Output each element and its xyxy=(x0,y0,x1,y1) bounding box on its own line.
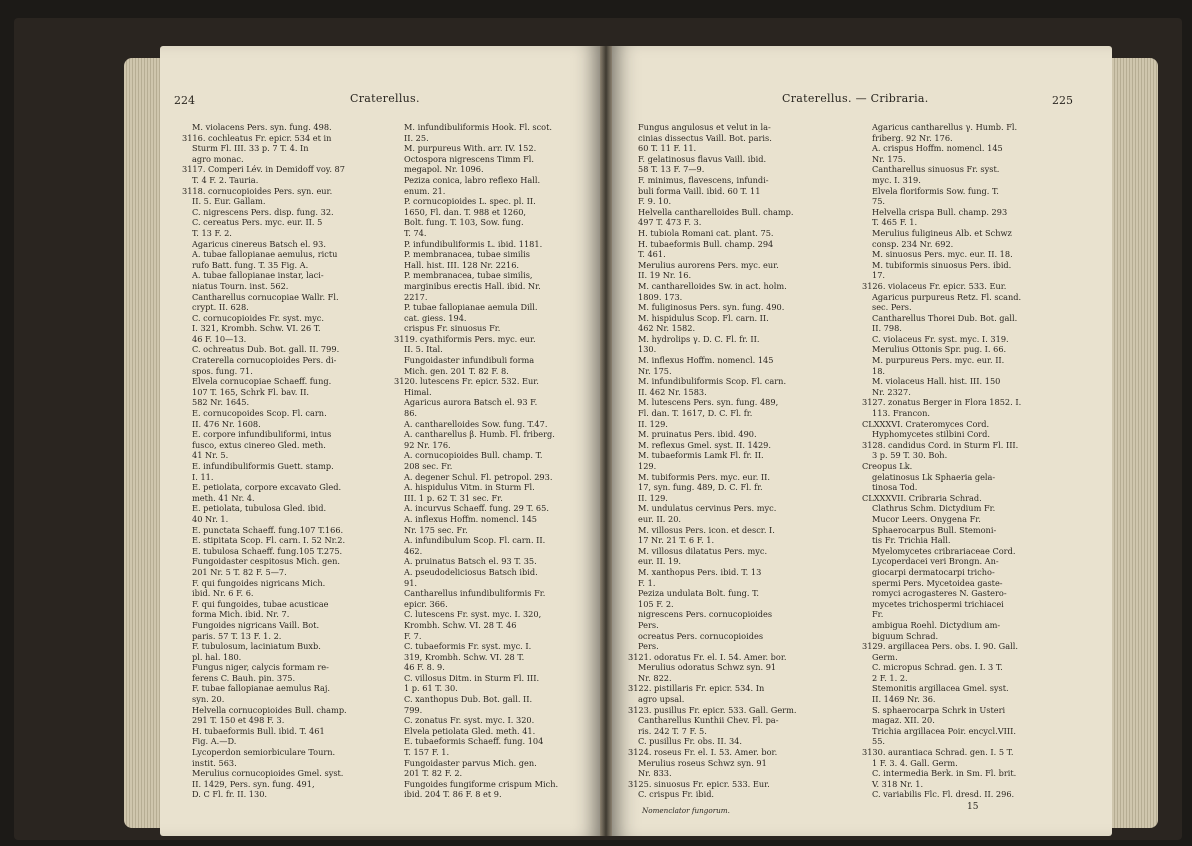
text-line: C. lutescens Fr. syst. myc. I. 320, xyxy=(404,609,542,620)
text-line: 582 Nr. 1645. xyxy=(192,397,250,408)
text-line: II. 129. xyxy=(638,492,668,503)
text-line: ibid. 204 T. 86 F. 8 et 9. xyxy=(404,789,502,800)
text-line: Mich. gen. 201 T. 82 F. 8. xyxy=(404,365,509,376)
text-line: F. 1. xyxy=(638,577,656,588)
text-line: Fungoidaster cespitosus Mich. gen. xyxy=(192,556,341,567)
text-line: 1809. 173. xyxy=(638,291,683,302)
text-line: 799. xyxy=(404,704,423,715)
text-line: 105 F. 2. xyxy=(638,598,674,609)
text-line: Craterella cornucopioides Pers. di- xyxy=(192,355,337,366)
text-line: C. micropus Schrad. gen. I. 3 T. xyxy=(872,662,1003,673)
text-line: E. punctata Schaeff. fung.107 T.166. xyxy=(192,524,344,535)
text-line: 3122. pistillaris Fr. epicr. 534. In xyxy=(628,683,765,694)
text-line: 91. xyxy=(404,577,418,588)
text-line: C. ochreatus Dub. Bot. gall. II. 799. xyxy=(192,344,340,355)
text-line: F. qui fungoides, tubae acusticae xyxy=(192,598,329,609)
text-line: 208 sec. Fr. xyxy=(404,461,453,471)
text-line: Fr. xyxy=(872,609,884,620)
text-line: M. tubiformis Pers. myc. eur. II. xyxy=(638,471,770,482)
text-line: F. qui fungoides nigricans Mich. xyxy=(192,577,326,588)
text-line: mycetes trichospermi trichiacei xyxy=(872,598,1004,609)
text-line: Nr. 175. xyxy=(872,153,906,164)
text-line: 17, syn. fung. 489, D. C. Fl. fr. xyxy=(638,482,763,493)
text-line: E. tubaeformis Schaeff. fung. 104 xyxy=(404,736,544,747)
text-line: Creopus Lk. xyxy=(862,461,913,471)
text-line: C. villosus Ditm. in Sturm Fl. III. xyxy=(404,672,540,683)
text-line: T. 465 F. 1. xyxy=(872,217,918,228)
text-line: Nr. 833. xyxy=(638,768,672,779)
left-page-edges xyxy=(124,58,164,828)
text-line: meth. 41 Nr. 4. xyxy=(192,492,255,503)
text-line: 319, Krombh. Schw. VI. 28 T. xyxy=(404,651,525,662)
text-line: 17. xyxy=(872,270,886,281)
text-line: M. purpureus Pers. myc. eur. II. xyxy=(872,355,1005,366)
text-line: Octospora nigrescens Timm Fl. xyxy=(404,153,535,164)
text-line: 86. xyxy=(404,408,418,419)
text-line: magaz. XII. 20. xyxy=(872,715,935,726)
text-line: T. 74. xyxy=(404,227,427,238)
text-line: C. intermedia Berk. in Sm. Fl. brit. xyxy=(872,768,1017,779)
text-line: D. C Fl. fr. II. 130. xyxy=(192,789,268,800)
text-line: Nr. 175. xyxy=(638,365,672,376)
text-line: ris. 242 T. 7 F. 5. xyxy=(638,725,707,736)
text-column xyxy=(628,122,848,800)
text-line: Cantharellus infundibuliformis Fr. xyxy=(404,588,546,599)
text-line: 462 Nr. 1582. xyxy=(638,323,696,334)
text-line: 40 Nr. 1. xyxy=(192,513,229,524)
text-line: megapol. Nr. 1096. xyxy=(404,164,484,175)
text-line: 3130. aurantiaca Schrad. gen. I. 5 T. xyxy=(862,747,1014,758)
text-line: 3126. violaceus Fr. epicr. 533. Eur. xyxy=(862,280,1007,291)
text-line: Merulius aurorens Pers. myc. eur. xyxy=(638,259,779,270)
book-gutter xyxy=(600,46,612,836)
text-line: marginibus erectis Hall. ibid. Nr. xyxy=(404,280,541,291)
text-line: Merulius roseus Schwz syn. 91 xyxy=(638,757,767,768)
text-line: C. variabilis Flc. Fl. dresd. II. 296. xyxy=(872,789,1015,800)
text-line: Cantharellus Thorei Dub. Bot. gall. xyxy=(872,312,1018,323)
text-line: Fungoidaster infundibuli forma xyxy=(404,355,535,366)
text-line: 58 T. 13 F. 7—9. xyxy=(638,164,705,175)
text-line: giocarpi dermatocarpi tricho- xyxy=(872,566,995,577)
signature-number: 15 xyxy=(967,802,979,812)
text-line: Elvela floriformis Sow. fung. T. xyxy=(872,185,999,196)
text-line: 3116. cochleatus Fr. epicr. 534 et in xyxy=(182,132,332,143)
text-line: C. pusillus Fr. obs. II. 34. xyxy=(638,736,742,747)
text-line: 3121. odoratus Fr. el. I. 54. Amer. bor. xyxy=(628,651,787,662)
text-line: II. 129. xyxy=(638,418,668,429)
text-line: 3119. cyathiformis Pers. myc. eur. xyxy=(394,333,536,344)
text-line: F. tubae fallopianae aemulus Raj. xyxy=(192,683,330,694)
text-line: Fungoides nigricans Vaill. Bot. xyxy=(192,619,320,630)
text-column xyxy=(182,122,382,800)
text-line: enum. 21. xyxy=(404,185,446,196)
text-line: 497 T. 473 F. 3. xyxy=(638,217,702,228)
text-line: Lycoperdacei veri Brongn. An- xyxy=(872,556,999,567)
text-line: 41 Nr. 5. xyxy=(192,450,229,461)
text-line: cat. giess. 194. xyxy=(404,312,467,323)
text-line: ambigua Roehl. Dictydium am- xyxy=(872,619,1001,630)
text-line: Fungus niger, calycis formam re- xyxy=(192,662,329,673)
text-line: 55. xyxy=(872,736,886,747)
text-line: M. villosus dilatatus Pers. myc. xyxy=(638,545,768,556)
text-line: Himal. xyxy=(404,386,432,397)
text-line: ibid. Nr. 6 F. 6. xyxy=(192,588,254,599)
text-line: agro monac. xyxy=(192,153,244,164)
text-line: C. nigrescens Pers. disp. fung. 32. xyxy=(192,206,334,217)
text-line: Trichia argillacea Poir. encycl.VIII. xyxy=(872,725,1016,736)
text-line: M. xanthopus Pers. ibid. T. 13 xyxy=(638,566,762,577)
text-line: C. cereatus Pers. myc. eur. II. 5 xyxy=(192,217,323,228)
text-line: H. tubaeformis Bull. ibid. T. 461 xyxy=(192,725,325,736)
text-line: Merulius fuligineus Alb. et Schwz xyxy=(872,227,1012,238)
text-line: S. sphaerocarpa Schrk in Usteri xyxy=(872,704,1006,715)
text-line: 291 T. 150 et 498 F. 3. xyxy=(192,715,285,726)
text-line: Merulius Ottonis Spr. pug. I. 66. xyxy=(872,344,1007,355)
text-line: myc. I. 319. xyxy=(872,174,921,185)
text-line: Sphaerocarpus Bull. Stemoni- xyxy=(872,524,997,535)
text-line: M. purpureus With. arr. IV. 152. xyxy=(404,143,537,154)
text-line: E. cornucopoides Scop. Fl. carn. xyxy=(192,408,327,419)
text-line: F. 7. xyxy=(404,630,422,641)
text-line: Agaricus cantharellus γ. Humb. Fl. xyxy=(872,122,1018,132)
running-head: Craterellus. — Cribraria. xyxy=(782,92,929,105)
text-line: crispus Fr. sinuosus Fr. xyxy=(404,323,501,334)
text-line: II. 1469 Nr. 36. xyxy=(872,694,936,705)
text-line: M. pruinatus Pers. ibid. 490. xyxy=(638,429,757,440)
text-column xyxy=(862,122,1097,800)
text-line: Germ. xyxy=(872,651,898,662)
text-line: CLXXXVI. Crateromyces Cord. xyxy=(862,418,990,429)
text-line: pl. hal. 180. xyxy=(192,651,242,662)
text-line: 1650, Fl. dan. T. 988 et 1260, xyxy=(404,206,527,217)
text-line: M. infundibuliformis Scop. Fl. carn. xyxy=(638,376,787,387)
text-line: 201 Nr. 5 T. 82 F. 5—7. xyxy=(192,566,287,577)
text-line: A. hispidulus Vitm. in Sturm Fl. xyxy=(404,482,535,493)
text-line: A. crispus Hoffm. nomencl. 145 xyxy=(872,143,1003,154)
text-line: M. cantharelloides Sw. in act. holm. xyxy=(638,280,787,291)
text-line: M. tubiformis sinuosus Pers. ibid. xyxy=(872,259,1012,270)
text-line: E. stipitata Scop. Fl. carn. I. 52 Nr.2. xyxy=(192,535,346,546)
text-line: 1 F. 3. 4. Gall. Germ. xyxy=(872,757,958,768)
text-line: Merulius cornucopioides Gmel. syst. xyxy=(192,768,344,779)
text-line: Hyphomycetes stilbini Cord. xyxy=(872,429,991,440)
text-line: A. incurvus Schaeff. fung. 29 T. 65. xyxy=(404,503,549,514)
text-line: 130. xyxy=(638,344,657,355)
right-page xyxy=(612,46,1112,836)
text-line: Lycoperdon semiorbiculare Tourn. xyxy=(192,747,336,758)
text-line: 2217. xyxy=(404,291,428,302)
text-line: 92 Nr. 176. xyxy=(404,439,451,450)
text-line: P. membranacea, tubae similis xyxy=(404,249,530,260)
text-line: 75. xyxy=(872,196,886,207)
text-line: Agaricus cinereus Batsch el. 93. xyxy=(192,238,326,249)
text-line: 2 F. 1. 2. xyxy=(872,672,908,683)
text-line: E. infundibuliformis Guett. stamp. xyxy=(192,461,334,471)
text-line: Mucor Leers. Onygena Fr. xyxy=(872,513,981,524)
text-line: M. violacens Pers. syn. fung. 498. xyxy=(192,122,332,132)
text-line: Fungoides fungiforme crispum Mich. xyxy=(404,778,559,789)
text-line: Hall. hist. III. 128 Nr. 2216. xyxy=(404,259,520,270)
text-line: eur. II. 19. xyxy=(638,556,682,567)
text-line: 46 F. 10—13. xyxy=(192,333,247,344)
text-line: A. pruinatus Batsch el. 93 T. 35. xyxy=(404,556,537,567)
text-line: romyci acrogasteres N. Gastero- xyxy=(872,588,1007,599)
text-line: C. zonatus Fr. syst. myc. I. 320. xyxy=(404,715,535,726)
text-line: M. reflexus Gmel. syst. II. 1429. xyxy=(638,439,771,450)
text-line: M. hispidulus Scop. Fl. carn. II. xyxy=(638,312,769,323)
text-line: syn. 20. xyxy=(192,694,225,705)
text-line: T. 461. xyxy=(638,249,666,260)
text-line: P. infundibuliformis L. ibid. 1181. xyxy=(404,238,543,249)
text-line: T. 13 F. 2. xyxy=(192,227,232,238)
text-line: Nr. 175 sec. Fr. xyxy=(404,524,468,535)
text-line: forma Mich. ibid. Nr. 7. xyxy=(192,609,290,620)
text-line: Elvela cornucopiae Schaeff. fung. xyxy=(192,376,332,387)
text-line: C. xanthopus Dub. Bot. gall. II. xyxy=(404,694,533,705)
text-line: II. 25. xyxy=(404,132,429,143)
text-line: 3129. argillacea Pers. obs. I. 90. Gall. xyxy=(862,641,1018,652)
text-line: CLXXXVII. Cribraria Schrad. xyxy=(862,492,982,503)
text-line: 113. Francon. xyxy=(872,408,930,419)
text-line: E. corpore infundibuliformi, intus xyxy=(192,429,332,440)
text-line: P. cornucopioides L. spec. pl. II. xyxy=(404,196,536,207)
left-page xyxy=(160,46,600,836)
text-line: A. pseudodeliciosus Batsch ibid. xyxy=(404,566,538,577)
text-line: sec. Pers. xyxy=(872,302,912,313)
text-line: 129. xyxy=(638,461,657,471)
text-line: Nr. 2327. xyxy=(872,386,911,397)
text-line: Helvella crispa Bull. champ. 293 xyxy=(872,206,1008,217)
text-line: Helvella cornucopioides Bull. champ. xyxy=(192,704,347,715)
text-line: rufo Batt. fung. T. 35 Fig. A. xyxy=(192,259,309,270)
text-line: nigrescens Pers. cornucopioides xyxy=(638,609,773,620)
text-line: M. undulatus cervinus Pers. myc. xyxy=(638,503,777,514)
text-line: II. 462 Nr. 1583. xyxy=(638,386,707,397)
text-line: 1 p. 61 T. 30. xyxy=(404,683,458,694)
text-line: F. gelatinosus flavus Vaill. ibid. xyxy=(638,153,767,164)
text-line: T. 157 F. 1. xyxy=(404,747,450,758)
text-line: Fl. dan. T. 1617, D. C. Fl. fr. xyxy=(638,408,753,419)
text-line: instit. 563. xyxy=(192,757,237,768)
text-line: III. 1 p. 62 T. 31 sec. Fr. xyxy=(404,492,503,503)
text-line: M. tubaeformis Lamk Fl. fr. II. xyxy=(638,450,764,461)
text-line: C. crispus Fr. ibid. xyxy=(638,789,715,800)
text-line: niatus Tourn. inst. 562. xyxy=(192,280,289,291)
text-line: 3117. Comperi Lév. in Demidoff voy. 87 xyxy=(182,164,345,175)
text-line: Nr. 822. xyxy=(638,672,672,683)
text-line: M. villosus Pers. icon. et descr. I. xyxy=(638,524,775,535)
text-line: 17 Nr. 21 T. 6 F. 1. xyxy=(638,535,715,546)
text-line: M. fuliginosus Pers. syn. fung. 490. xyxy=(638,302,785,313)
text-line: 3127. zonatus Berger in Flora 1852. I. xyxy=(862,397,1022,408)
text-line: Clathrus Schm. Dictydium Fr. xyxy=(872,503,996,514)
right-page-edges xyxy=(1112,58,1158,828)
running-head: Craterellus. xyxy=(350,92,420,105)
text-line: tinosa Tod. xyxy=(872,482,918,493)
text-line: Fig. A.—D. xyxy=(192,736,237,747)
text-line: biguum Schrad. xyxy=(872,630,939,641)
text-line: II. 798. xyxy=(872,323,902,334)
text-line: 3124. roseus Fr. el. I. 53. Amer. bor. xyxy=(628,747,778,758)
text-line: Merulius odoratus Schwz syn. 91 xyxy=(638,662,777,673)
text-line: Sturm Fl. III. 33 p. 7 T. 4. In xyxy=(192,143,309,154)
text-line: A. tubae fallopianae aemulus, rictu xyxy=(192,249,338,260)
text-line: T. 4 F. 2. Tauria. xyxy=(192,174,259,185)
text-line: C. cornucopioides Fr. syst. myc. xyxy=(192,312,324,323)
book-spread xyxy=(14,18,1182,840)
text-line: 3123. pusillus Fr. epicr. 533. Gall. Germ. xyxy=(628,704,797,715)
text-line: Fungoidaster parvus Mich. gen. xyxy=(404,757,537,768)
text-line: Pers. xyxy=(638,641,659,652)
text-line: cinias dissectus Vaill. Bot. paris. xyxy=(638,132,772,143)
text-line: Cantharellus cornucopiae Wallr. Fl. xyxy=(192,291,339,302)
text-line: tis Fr. Trichia Hall. xyxy=(872,535,951,546)
text-line: crypt. II. 628. xyxy=(192,302,249,313)
text-line: eur. II. 20. xyxy=(638,513,682,524)
text-line: 3120. lutescens Fr. epicr. 532. Eur. xyxy=(394,376,539,387)
text-line: 3128. candidus Cord. in Sturm Fl. III. xyxy=(862,439,1019,450)
text-line: C. tubaeformis Fr. syst. myc. I. xyxy=(404,641,532,652)
text-line: II. 5. Ital. xyxy=(404,344,443,355)
text-line: buli forma Vaill. ibid. 60 T. 11 xyxy=(638,185,761,196)
footnote: Nomenclator fungorum. xyxy=(642,806,730,815)
text-line: Elvela petiolata Gled. meth. 41. xyxy=(404,725,536,736)
text-line: 107 T. 165, Schrk Fl. bav. II. xyxy=(192,386,310,397)
text-line: Cantharellus Kunthii Chev. Fl. pa- xyxy=(638,715,779,726)
text-line: Agaricus purpureus Retz. Fl. scand. xyxy=(872,291,1022,302)
text-line: consp. 234 Nr. 692. xyxy=(872,238,954,249)
text-line: agro upsal. xyxy=(638,694,685,705)
text-line: P. membranacea, tubae similis, xyxy=(404,270,533,281)
text-line: E. petiolata, tubulosa Gled. ibid. xyxy=(192,503,327,514)
text-line: II. 5. Eur. Gallam. xyxy=(192,196,266,207)
text-line: Peziza conica, labro reflexo Hall. xyxy=(404,174,541,185)
text-line: ocreatus Pers. cornucopioides xyxy=(638,630,764,641)
text-line: I. 321, Krombh. Schw. VI. 26 T. xyxy=(192,323,321,334)
text-line: E. petiolata, corpore excavato Gled. xyxy=(192,482,342,493)
text-line: A. cornucopioides Bull. champ. T. xyxy=(404,450,543,461)
text-line: 3 p. 59 T. 30. Boh. xyxy=(872,450,948,461)
text-line: F. minimus, flavescens, infundi- xyxy=(638,174,769,185)
text-line: 3125. sinuosus Fr. epicr. 533. Eur. xyxy=(628,778,770,789)
text-line: A. degener Schul. Fl. petropol. 293. xyxy=(404,471,553,482)
text-line: II. 19 Nr. 16. xyxy=(638,270,692,281)
text-line: M. lutescens Pers. syn. fung. 489, xyxy=(638,397,779,408)
text-line: paris. 57 T. 13 F. 1. 2. xyxy=(192,630,282,641)
text-line: E. tubulosa Schaeff. fung.105 T.275. xyxy=(192,545,343,556)
text-line: Krombh. Schw. VI. 28 T. 46 xyxy=(404,619,517,630)
text-line: A. inflexus Hoffm. nomencl. 145 xyxy=(404,513,537,524)
text-line: P. tubae fallopianae aemula Dill. xyxy=(404,302,538,313)
text-line: I. 11. xyxy=(192,471,214,482)
text-line: A. cantharelloides Sow. fung. T.47. xyxy=(404,418,548,429)
text-line: 3118. cornucopioides Pers. syn. eur. xyxy=(182,185,333,196)
text-line: epicr. 366. xyxy=(404,598,448,609)
text-line: 462. xyxy=(404,545,423,556)
text-line: A. tubae fallopianae instar, laci- xyxy=(192,270,324,281)
text-line: V. 318 Nr. 1. xyxy=(872,778,924,789)
text-line: A. cantharellus β. Humb. Fl. friberg. xyxy=(404,429,555,440)
page-number: 225 xyxy=(1052,94,1073,107)
page-number: 224 xyxy=(174,94,195,107)
text-line: M. sinuosus Pers. myc. eur. II. 18. xyxy=(872,249,1013,260)
text-line: F. tubulosum, laciniatum Buxb. xyxy=(192,641,321,652)
text-line: ferens C. Bauh. pin. 375. xyxy=(192,672,296,683)
text-line: Myelomycetes cribrariaceae Cord. xyxy=(872,545,1016,556)
text-line: C. violaceus Fr. syst. myc. I. 319. xyxy=(872,333,1009,344)
text-line: friberg. 92 Nr. 176. xyxy=(872,132,953,143)
text-line: Stemonitis argillacea Gmel. syst. xyxy=(872,683,1009,694)
text-line: II. 1429, Pers. syn. fung. 491, xyxy=(192,778,315,789)
text-line: fusco, extus cinereo Gled. meth. xyxy=(192,439,326,450)
text-line: gelatinosus Lk Sphaeria gela- xyxy=(872,471,996,482)
text-column xyxy=(394,122,594,800)
text-line: 46 F. 8. 9. xyxy=(404,662,445,673)
text-line: Pers. xyxy=(638,619,659,630)
text-line: H. tubiola Romani cat. plant. 75. xyxy=(638,227,774,238)
text-line: F. 9. 10. xyxy=(638,196,672,207)
text-line: M. hydrolips γ. D. C. Fl. fr. II. xyxy=(638,333,760,344)
text-line: Cantharellus sinuosus Fr. syst. xyxy=(872,164,1000,175)
text-line: A. infundibulum Scop. Fl. carn. II. xyxy=(404,535,546,546)
text-line: Bolt. fung. T. 103, Sow. fung. xyxy=(404,217,524,228)
text-line: Agaricus aurora Batsch el. 93 F. xyxy=(404,397,538,408)
text-line: Fungus angulosus et velut in la- xyxy=(638,122,771,132)
text-line: 60 T. 11 F. 11. xyxy=(638,143,697,154)
text-line: M. infundibuliformis Hook. Fl. scot. xyxy=(404,122,553,132)
text-line: Peziza undulata Bolt. fung. T. xyxy=(638,588,759,599)
text-line: M. inflexus Hoffm. nomencl. 145 xyxy=(638,355,774,366)
text-line: M. violaceus Hall. hist. III. 150 xyxy=(872,376,1001,387)
text-line: II. 476 Nr. 1608. xyxy=(192,418,261,429)
text-line: 18. xyxy=(872,365,886,376)
text-line: spermi Pers. Mycetoidea gaste- xyxy=(872,577,1003,588)
text-line: Helvella cantharelloides Bull. champ. xyxy=(638,206,794,217)
text-line: 201 T. 82 F. 2. xyxy=(404,768,463,779)
text-line: H. tubaeformis Bull. champ. 294 xyxy=(638,238,774,249)
text-line: spos. fung. 71. xyxy=(192,365,253,376)
